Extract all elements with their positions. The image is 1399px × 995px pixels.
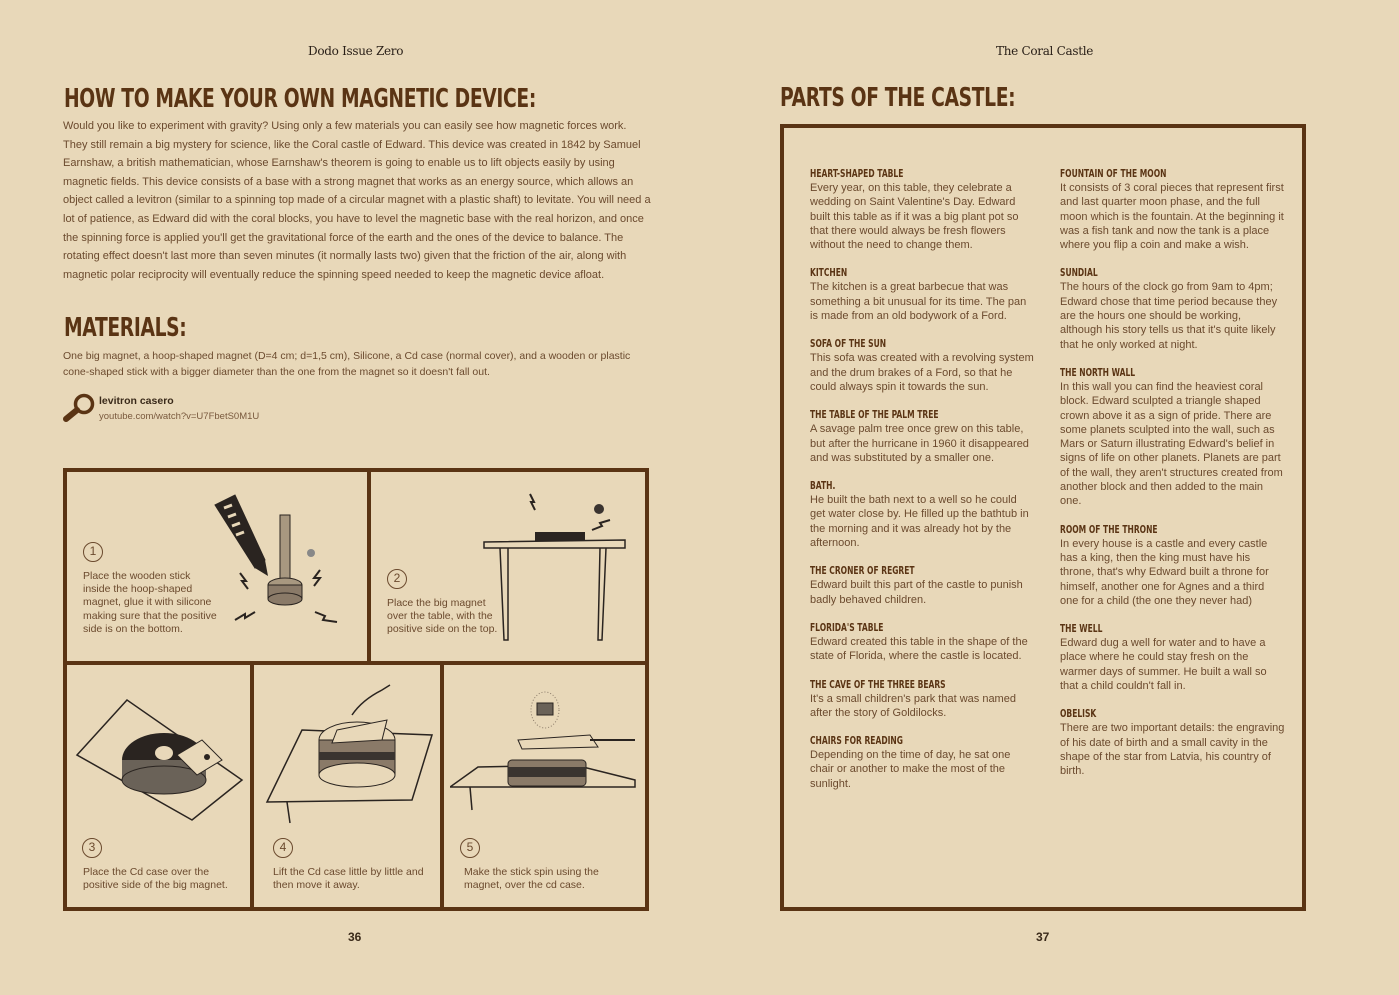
running-head-left: Dodo Issue Zero [308, 44, 404, 58]
part-text: Every year, on this table, they celebrate a wedding on Saint Valentine's Day. Edward built this table as if it was a big plant pot so that there would always be fresh flowers without the need to change them. [810, 182, 1019, 252]
part-heading: CHAIRS FOR READING [810, 735, 903, 748]
part-heading: ROOM OF THE THRONE [1060, 523, 1158, 536]
castle-parts-column-2 [1060, 167, 1285, 793]
castle-part [810, 678, 1035, 721]
part-text: Depending on the time of day, he sat one chair or another to make the most of the sunlight. [810, 749, 1011, 790]
castle-part [810, 734, 1035, 791]
part-heading: BATH. [810, 480, 836, 493]
part-text: He built the bath next to a well so he could get water close by. He filled up the bathtub in the morning and it was already hot by the afternoon. [810, 494, 1029, 550]
part-heading: THE CAVE OF THE THREE BEARS [810, 678, 946, 691]
cd-case-illustration [72, 695, 252, 825]
step-number: 4 [273, 838, 293, 858]
table-magnet-illustration [480, 490, 640, 650]
castle-part [810, 564, 1035, 607]
step-number: 1 [83, 542, 103, 562]
step-number: 2 [387, 569, 407, 589]
part-text: In this wall you can find the heaviest coral block. Edward sculpted a triangle shaped crown above it as a sign of pride. There are some planets sculpted into the wall, such as Mars or Saturn illustrating Edward's belief in signs of life on other planets. Planets are part of the wall, they aren't structures created from another block and then added to the main one. [1060, 380, 1283, 508]
part-heading: SOFA OF THE SUN [810, 338, 887, 351]
running-head-right: The Coral Castle [996, 44, 1094, 58]
part-heading: OBELISK [1060, 708, 1097, 721]
part-heading: THE NORTH WALL [1060, 366, 1136, 379]
part-heading: THE TABLE OF THE PALM TREE [810, 409, 939, 422]
page-number-right: 37 [1036, 930, 1050, 944]
part-text: It consists of 3 coral pieces that represent first and last quarter moon phase, and the full moon which is the fountain. At the beginning it was a fish tank and now the tank is a place where you flip a coin and make a wish. [1060, 182, 1284, 252]
castle-part [810, 479, 1035, 550]
glue-stick-illustration [210, 490, 360, 640]
castle-part [810, 167, 1035, 252]
spinning-top-illustration [450, 685, 640, 835]
divider [367, 468, 371, 663]
castle-part [810, 408, 1035, 465]
part-text: Edward created this table in the shape of the state of Florida, where the castle is located. [810, 635, 1028, 663]
part-text: A savage palm tree once grew on this table, but after the hurricane in 1960 it disappeared and was substituted by a smaller one. [810, 423, 1029, 464]
part-heading: THE CRONER OF REGRET [810, 565, 915, 578]
part-text: There are two important details: the engraving of his date of birth and a small cavity in the shape of the star from Latvia, his country of birth. [1060, 722, 1285, 778]
castle-part [1060, 167, 1285, 252]
castle-part [1060, 622, 1285, 693]
divider [63, 661, 649, 665]
part-heading: FOUNTAIN OF THE MOON [1060, 168, 1167, 180]
castle-part [1060, 366, 1285, 509]
part-text: Edward dug a well for water and to have a place where he could stay fresh on the warmer days of summer. He built a wall so that a child couldn't fall in. [1060, 637, 1267, 693]
lift-cd-illustration [262, 680, 442, 840]
castle-parts-column-1 [810, 167, 1035, 805]
part-text: This sofa was created with a revolving system and the drum brakes of a Ford, so that he could always spin it towards the sun. [810, 352, 1034, 393]
castle-part [1060, 707, 1285, 778]
part-text: Edward built this part of the castle to punish badly behaved children. [810, 579, 1023, 606]
castle-part [810, 337, 1035, 394]
part-text: In every house is a castle and every castle has a king, then the king must have his throne, that's why Edward built a throne for himself, another one for Agnes and a third one for a child (the one they never had) [1060, 537, 1269, 607]
page-title-right: PARTS OF THE CASTLE: [780, 83, 1016, 113]
step-text: Place the wooden stick inside the hoop-shaped magnet, glue it with silicone making sure that the positive side is on the bottom. [83, 570, 217, 635]
castle-part [810, 266, 1035, 323]
intro-paragraph: Would you like to experiment with gravity? Using only a few materials you can easily see how magnetic forces work. They still remain a big mystery for science, like the Coral castle of Edward. This device was created in 1842 by Samuel Earnshaw, a british mathematician, whose Earnshaw's theorem is going to enable us to lift objects easily by using magnetic fields. This device consists of a base with a strong magnet that works as an energy source, which allows an object called a levitron (similar to a spinning top made of a circular magnet with a plastic shaft) to levitate. You will need a lot of patience, as Edward did with the coral blocks, you have to level the magnetic base with the real horizon, and once the spinning force is applied you'll get the gravitational force of the earth and the ones of the device to balance. The rotating effect doesn't last more than seven minutes (it normally lasts two) given that the friction of the air, along with magnetic polar reciprocity will eventually reduce the spinning speed needed to keep the magnetic device afloat. [63, 120, 651, 281]
part-text: The kitchen is a great barbecue that was something a bit unusual for its time. The pan is made from an old bodywork of a Ford. [810, 281, 1027, 323]
magnifier-icon [62, 393, 96, 423]
part-heading: FLORIDA'S TABLE [810, 621, 884, 634]
step-text: Place the Cd case over the positive side of the big magnet. [83, 866, 228, 892]
castle-part [810, 621, 1035, 664]
step-text: Lift the Cd case little by little and then move it away. [273, 866, 424, 892]
step-number: 5 [460, 838, 480, 858]
link-title: levitron casero [99, 395, 174, 407]
part-heading: THE WELL [1060, 623, 1103, 636]
step-number: 3 [82, 838, 102, 858]
page-number-left: 36 [348, 930, 362, 944]
video-link[interactable] [62, 393, 302, 425]
part-heading: HEART-SHAPED TABLE [810, 168, 904, 180]
part-text: It's a small children's park that was named after the story of Goldilocks. [810, 692, 1016, 719]
link-url[interactable]: youtube.com/watch?v=U7FbetS0M1U [99, 411, 260, 422]
page-title-left: HOW TO MAKE YOUR OWN MAGNETIC DEVICE: [64, 84, 536, 114]
part-heading: KITCHEN [810, 267, 848, 280]
part-text: The hours of the clock go from 9am to 4pm; Edward chose that time period because they are the hours one should be working, although his story tells us that it's quite likely that he only worked at night. [1060, 281, 1278, 351]
step-text: Make the stick spin using the magnet, over the cd case. [464, 866, 599, 892]
castle-part [1060, 266, 1285, 351]
part-heading: SUNDIAL [1060, 267, 1098, 280]
materials-text: One big magnet, a hoop-shaped magnet (D=4 cm; d=1,5 cm), Silicone, a Cd case (normal cover), and a wooden or plastic cone-shaped stick with a bigger diameter than the one from the magnet so it doesn't fall out. [63, 350, 631, 378]
step-text: Place the big magnet over the table, with the positive side on the top. [387, 597, 498, 636]
materials-title: MATERIALS: [64, 313, 187, 343]
castle-part [1060, 523, 1285, 608]
